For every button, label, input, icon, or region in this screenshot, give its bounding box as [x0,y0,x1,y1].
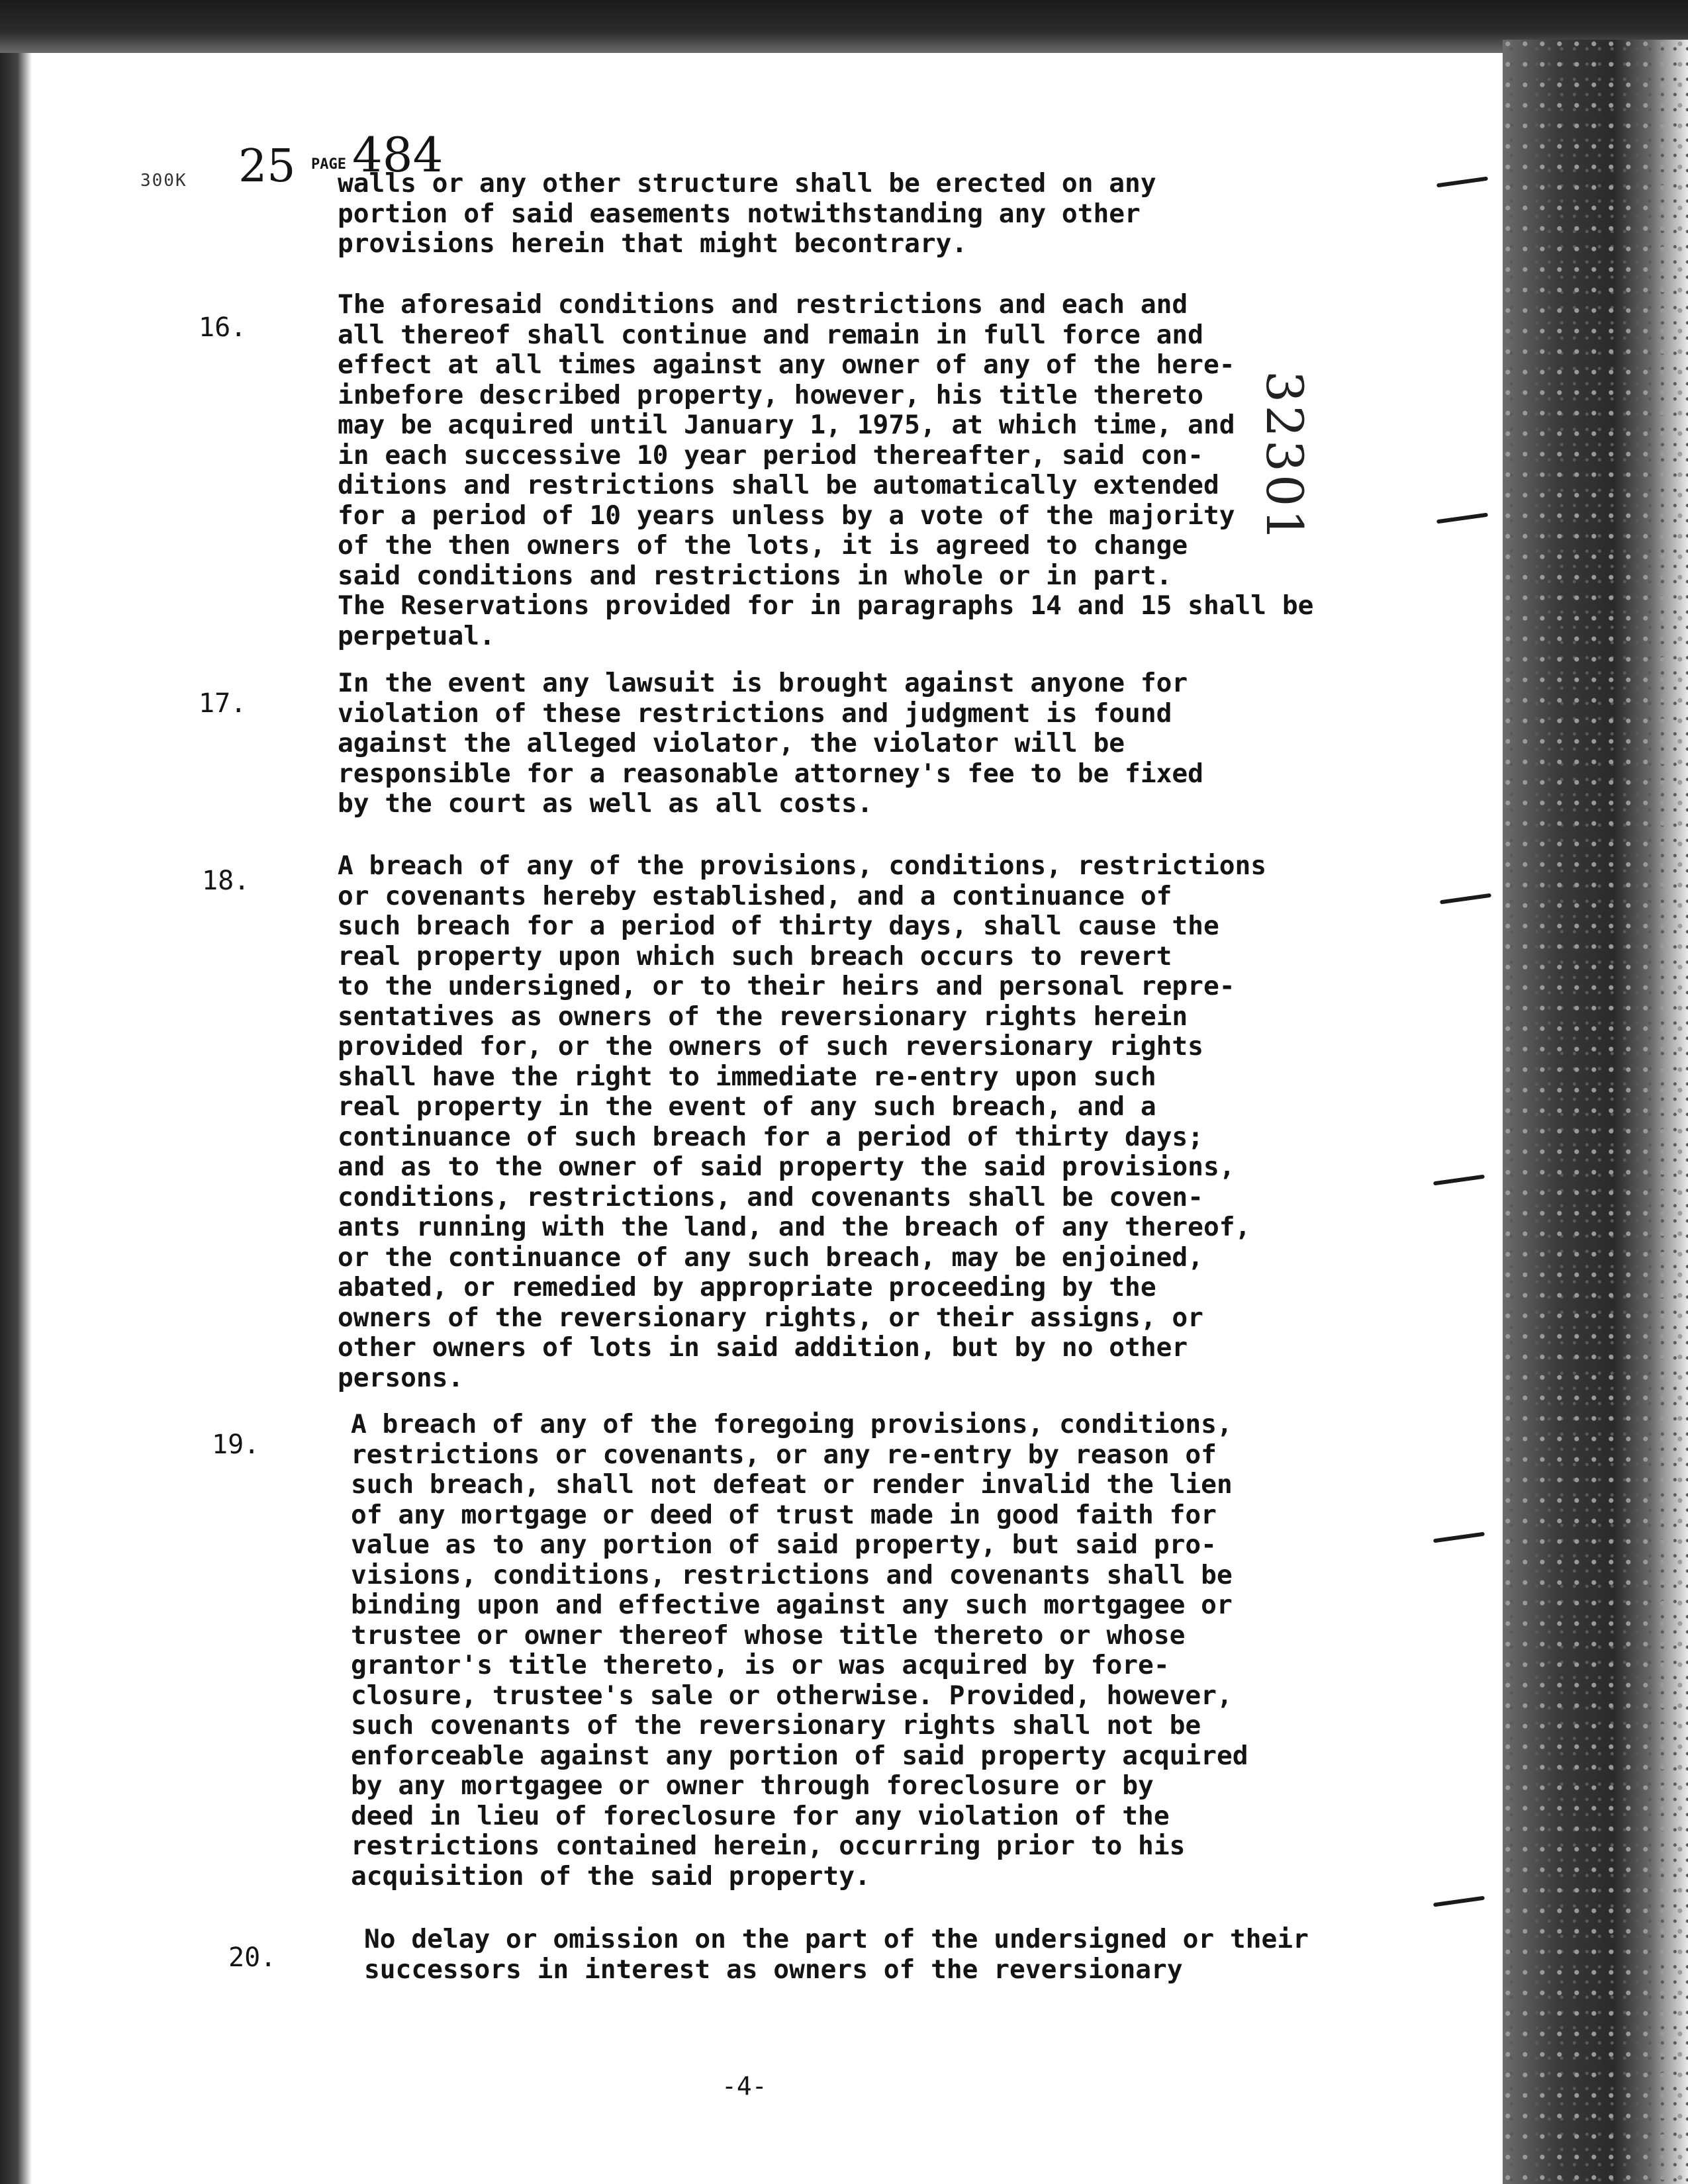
margin-tick [1440,893,1491,905]
book-label: 300K [140,171,187,191]
scan-right-shadow [1503,40,1688,2184]
scan-left-edge [0,53,32,2184]
section-number: 16. [199,312,247,343]
margin-stamp: 32301 [1255,371,1314,544]
section-number: 19. [212,1430,260,1460]
scan-top-shadow [0,0,1688,53]
section-paragraph: A breach of any of the foregoing provisions, conditions, restrictions or covenants, or any re-entry by reason of such breach, shall not defeat or render invalid the lien of any mortgage or deed of trust made in good faith for value as to any portion of said property, but said pro- visions, conditions, restrictions and covenants shall be binding upon and effective against any such mortgagee or trustee or owner thereof whose title thereto or whose grantor's title thereto, is or was acquired by fore- closure, trustee's sale or otherwise. Provided, however, such covenants of the reversionary rights shall not be enforceable against any portion of said property acquired by any mortgagee or owner through foreclosure or by deed in lieu of foreclosure for any violation of the restrictions contained herein, occurring prior to his acquisition of the said property. [351,1409,1248,1891]
margin-tick [1433,1896,1485,1907]
page-indicator: -4- [722,2071,767,2101]
margin-tick [1433,1532,1485,1543]
section-number: 17. [199,688,247,719]
margin-tick [1436,177,1488,188]
margin-tick [1433,1175,1485,1186]
section-paragraph: No delay or omission on the part of the undersigned or their successors in interest as owners of the reversionary [364,1924,1309,1985]
section-number: 20. [228,1942,277,1973]
page-number: 484 [352,127,444,183]
section-number: 18. [202,866,250,896]
section-paragraph: In the event any lawsuit is brought against anyone for violation of these restrictions and judgment is found against the alleged violator, the violator will be responsible for a reasonable attorney's fee to be fixed by the court as well as all costs. [338,668,1203,819]
section-paragraph: The aforesaid conditions and restrictions and each and all thereof shall continue and remain in full force and effect at all times against any owner of any of the here- inbefore described property, however, his title thereto may be acquired until January 1, 1975, at which time, and in each successive 10 year period thereafter, said con- ditions and restrictions shall be automatically extended for a period of 10 years unless by a vote of the majority of the then owners of the lots, it is agreed to change said conditions and restrictions in whole or in part. The Reservations provided for in paragraphs 14 and 15 shall be perpetual. [338,289,1314,651]
page-label: PAGE [311,156,346,173]
section-paragraph: A breach of any of the provisions, conditions, restrictions or covenants hereby established, and a continuance of such breach for a period of thirty days, shall cause the real property upon which such breach occurs to revert to the undersigned, or to their heirs and personal repre- sentatives as owners of the reversionary rights herein provided for, or the owners of such reversionary rights shall have the right to immediate re-entry upon such real property in the event of any such breach, and a continuance of such breach for a period of thirty days; and as to the owner of said property the said provisions, conditions, restrictions, and covenants shall be coven- ants running with the land, and the breach of any thereof, or the continuance of any such breach, may be enjoined, abated, or remedied by appropriate proceeding by the owners of the reversionary rights, or their assigns, or other owners of lots in said addition, but by no other persons. [338,850,1267,1393]
continuation-paragraph: walls or any other structure shall be erected on any portion of said easements notwithstanding any other provisions herein that might becontrary. [338,168,1156,259]
book-number: 25 [238,140,296,193]
margin-tick [1436,513,1488,524]
